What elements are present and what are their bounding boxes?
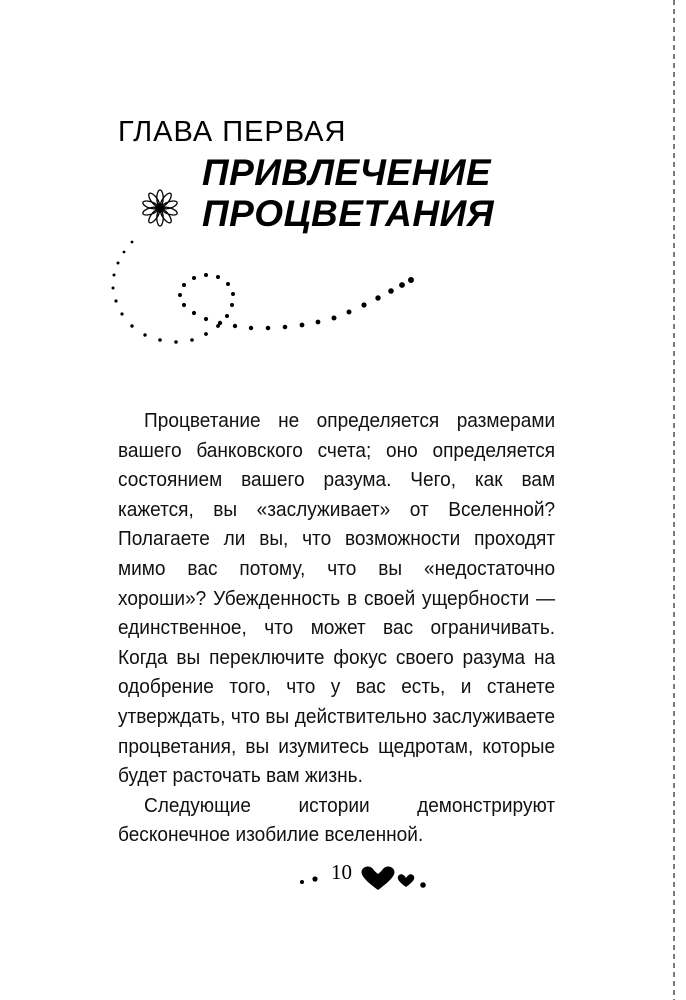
flower-icon xyxy=(140,188,180,228)
dot-icon xyxy=(312,876,317,881)
page-edge-dotted-line xyxy=(673,0,675,1000)
chapter-title-line-2: ПРОЦВЕТАНИЯ xyxy=(202,193,495,234)
chapter-label: ГЛАВА ПЕРВАЯ xyxy=(118,116,347,148)
dot-icon xyxy=(420,882,426,888)
paragraph-2: Следующие истории демонстрируют бесконечное изобилие вселенной. xyxy=(118,793,556,847)
dotted-swirl-ornament xyxy=(100,230,440,370)
footer-ornament xyxy=(290,860,440,896)
chapter-title-line-1: ПРИВЛЕЧЕНИЕ xyxy=(202,152,492,193)
heart-icon xyxy=(398,874,414,887)
heart-icon xyxy=(362,866,395,890)
body-text xyxy=(118,406,555,850)
page-number: 10 xyxy=(331,860,352,884)
paragraph-1: Процветание не определяется размерами вашего банковского счета; оно определяется состоянием вашего разума. Чего, как вам кажется, вы «заслуживает» от Вселенной? Полагаете ли вы, что возможности проходят мимо вас потому, что вы «недостаточно хороши»? Убежденность в своей ущербности — единственное, что может вас ограничивать. Когда вы переключите фокус своего разума на одобрение того, что у вас есть, и станете утверждать, что вы действительно заслуживаете процветания, вы изумитесь щедротам, которые будет расточать вам жизнь. xyxy=(118,409,556,788)
dot-icon xyxy=(300,880,304,884)
